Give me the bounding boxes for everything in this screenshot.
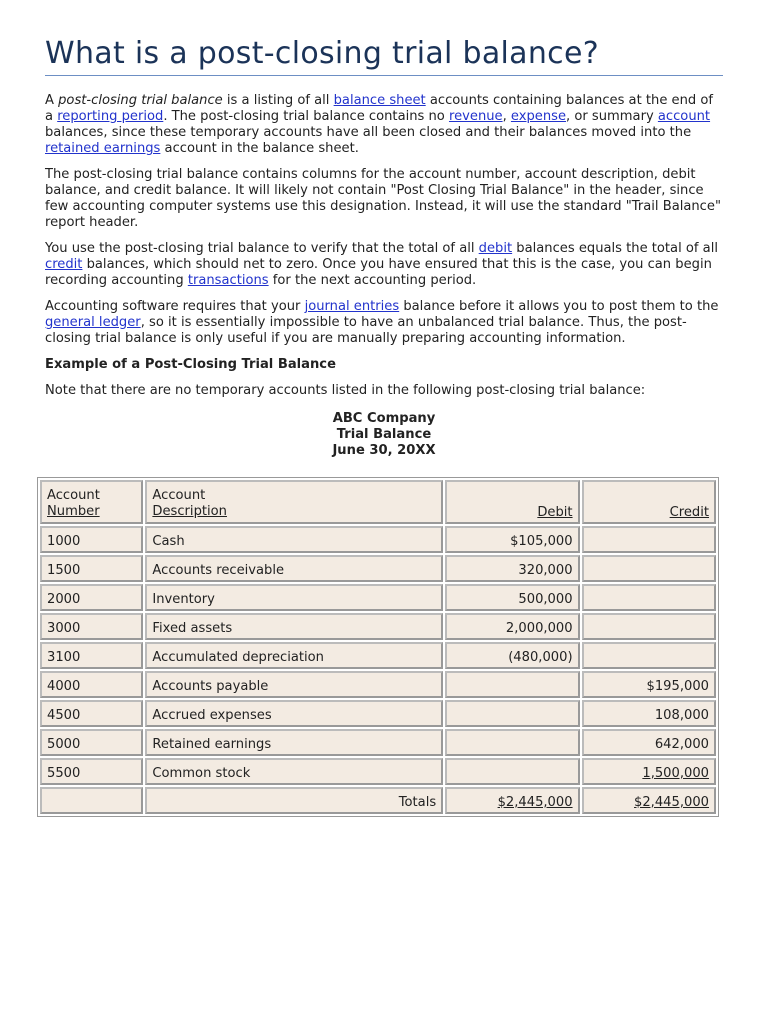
trial-balance-table — [37, 477, 719, 817]
account-description-cell — [145, 700, 443, 727]
debit-cell-text: (480,000) — [508, 650, 573, 665]
account-number-cell-text: 4500 — [47, 708, 81, 723]
credit-cell — [582, 642, 716, 669]
text: Accounting software requires that your — [45, 299, 305, 314]
link-revenue[interactable]: revenue — [448, 109, 503, 124]
credit-cell — [582, 729, 716, 756]
header-text: Credit — [669, 505, 709, 520]
account-number-cell-text: 3000 — [47, 621, 81, 636]
text: accounts containing balances at the end of a — [45, 93, 713, 124]
paragraph — [45, 167, 723, 231]
empty-cell — [40, 787, 143, 814]
account-number-cell-text: 5000 — [47, 737, 81, 752]
report-date: June 30, 20XX — [332, 443, 436, 458]
debit-cell — [445, 758, 579, 785]
account-description-cell-text: Accounts receivable — [152, 563, 285, 578]
report-name: Trial Balance — [336, 427, 432, 442]
debit-cell — [445, 613, 579, 640]
account-number-cell — [40, 700, 143, 727]
company-name: ABC Company — [332, 411, 436, 426]
debit-cell — [445, 555, 579, 582]
link-transactions[interactable]: transactions — [187, 273, 269, 288]
example-heading: Example of a Post-Closing Trial Balance — [45, 357, 336, 372]
account-description-cell — [145, 729, 443, 756]
account-description-cell-text: Common stock — [152, 766, 251, 781]
account-number-cell — [40, 526, 143, 553]
account-description-cell — [145, 555, 443, 582]
link-reporting-period[interactable]: reporting period — [57, 109, 164, 124]
paragraph — [45, 241, 723, 289]
header-text: Debit — [537, 505, 573, 520]
credit-cell — [582, 584, 716, 611]
text: You use the post-closing trial balance to verify that the total of all — [45, 241, 479, 256]
totals-label — [145, 787, 443, 814]
credit-cell — [582, 555, 716, 582]
text: for the next accounting period. — [268, 273, 477, 288]
account-description-cell — [145, 758, 443, 785]
account-description-cell-text: Accounts payable — [152, 679, 269, 694]
debit-cell — [445, 671, 579, 698]
totals-row — [40, 787, 716, 814]
header-account-number — [40, 480, 143, 524]
link-retained-earnings[interactable]: retained earnings — [45, 141, 161, 156]
account-number-cell-text: 2000 — [47, 592, 81, 607]
header-text: Account — [47, 488, 100, 503]
table-header-row — [40, 480, 716, 524]
link-balance-sheet[interactable]: balance sheet — [333, 93, 426, 108]
account-number-cell — [40, 613, 143, 640]
credit-cell-text: 108,000 — [654, 708, 709, 723]
header-debit — [445, 480, 579, 524]
account-description-cell-text: Cash — [152, 534, 185, 549]
account-number-cell-text: 5500 — [47, 766, 81, 781]
table-row — [40, 700, 716, 727]
debit-cell-text: 2,000,000 — [505, 621, 573, 636]
account-description-cell-text: Accrued expenses — [152, 708, 272, 723]
total-credit — [582, 787, 716, 814]
totals-label-text: Totals — [398, 795, 437, 810]
debit-cell — [445, 642, 579, 669]
account-description-cell-text: Accumulated depreciation — [152, 650, 324, 665]
header-text: Account — [152, 488, 206, 503]
link-credit[interactable]: credit — [45, 257, 83, 272]
report-header — [45, 411, 723, 459]
account-description-cell-text: Retained earnings — [152, 737, 272, 752]
account-number-cell — [40, 758, 143, 785]
debit-cell — [445, 700, 579, 727]
total-debit — [445, 787, 579, 814]
credit-cell-text: 1,500,000 — [642, 766, 709, 781]
account-number-cell — [40, 555, 143, 582]
link-journal-entries[interactable]: journal entries — [304, 299, 400, 314]
account-number-cell-text: 1000 — [47, 534, 81, 549]
article — [45, 36, 723, 471]
text: , — [502, 109, 511, 124]
header-text: Description — [152, 504, 227, 519]
emphasized-term: post-closing trial balance — [58, 93, 223, 108]
account-number-cell-text: 3100 — [47, 650, 81, 665]
debit-cell-text: 500,000 — [518, 592, 573, 607]
link-debit[interactable]: debit — [478, 241, 513, 256]
account-description-cell — [145, 642, 443, 669]
debit-cell-text: 320,000 — [518, 563, 573, 578]
table-row — [40, 729, 716, 756]
header-text: Number — [47, 504, 100, 519]
credit-cell — [582, 700, 716, 727]
debit-cell — [445, 584, 579, 611]
link-account[interactable]: account — [657, 109, 711, 124]
account-description-cell — [145, 584, 443, 611]
text: balances, which should net to zero. Once you have ensured that this is the case, you can begin recording accounting — [45, 257, 712, 288]
account-description-cell-text: Inventory — [152, 592, 215, 607]
table-row — [40, 671, 716, 698]
account-number-cell — [40, 642, 143, 669]
text: balance before it allows you to post them to the — [399, 299, 719, 314]
account-number-cell — [40, 584, 143, 611]
total-credit-text: $2,445,000 — [634, 795, 709, 810]
table-row — [40, 584, 716, 611]
account-number-cell — [40, 729, 143, 756]
text: balances, since these temporary accounts have all been closed and their balances moved into the — [45, 125, 692, 140]
text: , so it is essentially impossible to have an unbalanced trial balance. Thus, the post-closing trial balance is only useful if you are manually preparing accounting information. — [45, 315, 687, 346]
text: is a listing of all — [222, 93, 334, 108]
text: The post-closing trial balance contains columns for the account number, account description, debit balance, and credit balance. It will likely not contain "Post Closing Trial Balance" in the header, since few accounting computer systems use this designation. Instead, it will use the standard "Trail Balance" report header. — [45, 167, 721, 230]
account-description-cell-text: Fixed assets — [152, 621, 233, 636]
account-description-cell — [145, 671, 443, 698]
article-body — [45, 93, 723, 347]
link-general-ledger[interactable]: general ledger — [45, 315, 141, 330]
account-description-cell — [145, 613, 443, 640]
debit-cell — [445, 729, 579, 756]
account-number-cell-text: 1500 — [47, 563, 81, 578]
header-account-description — [145, 480, 443, 524]
credit-cell — [582, 671, 716, 698]
page-title: What is a post-closing trial balance? — [45, 36, 723, 76]
paragraph — [45, 299, 723, 347]
account-description-cell — [145, 526, 443, 553]
credit-cell — [582, 613, 716, 640]
table-row — [40, 555, 716, 582]
credit-cell — [582, 758, 716, 785]
text: account in the balance sheet. — [160, 141, 359, 156]
total-debit-text: $2,445,000 — [497, 795, 573, 810]
account-number-cell-text: 4000 — [47, 679, 81, 694]
debit-cell-text: $105,000 — [510, 534, 573, 549]
note-text: Note that there are no temporary accounts listed in the following post-closing trial balance: — [45, 383, 646, 398]
credit-cell-text: $195,000 — [646, 679, 709, 694]
link-expense[interactable]: expense — [510, 109, 567, 124]
text: A — [45, 93, 59, 108]
table-row — [40, 642, 716, 669]
account-number-cell — [40, 671, 143, 698]
paragraph — [45, 93, 723, 157]
text: . The post-closing trial balance contains no — [163, 109, 449, 124]
credit-cell-text: 642,000 — [654, 737, 709, 752]
credit-cell — [582, 526, 716, 553]
debit-cell — [445, 526, 579, 553]
table-row — [40, 613, 716, 640]
text: , or summary — [566, 109, 658, 124]
table-row — [40, 526, 716, 553]
table-row — [40, 758, 716, 785]
text: balances equals the total of all — [512, 241, 718, 256]
header-credit — [582, 480, 716, 524]
